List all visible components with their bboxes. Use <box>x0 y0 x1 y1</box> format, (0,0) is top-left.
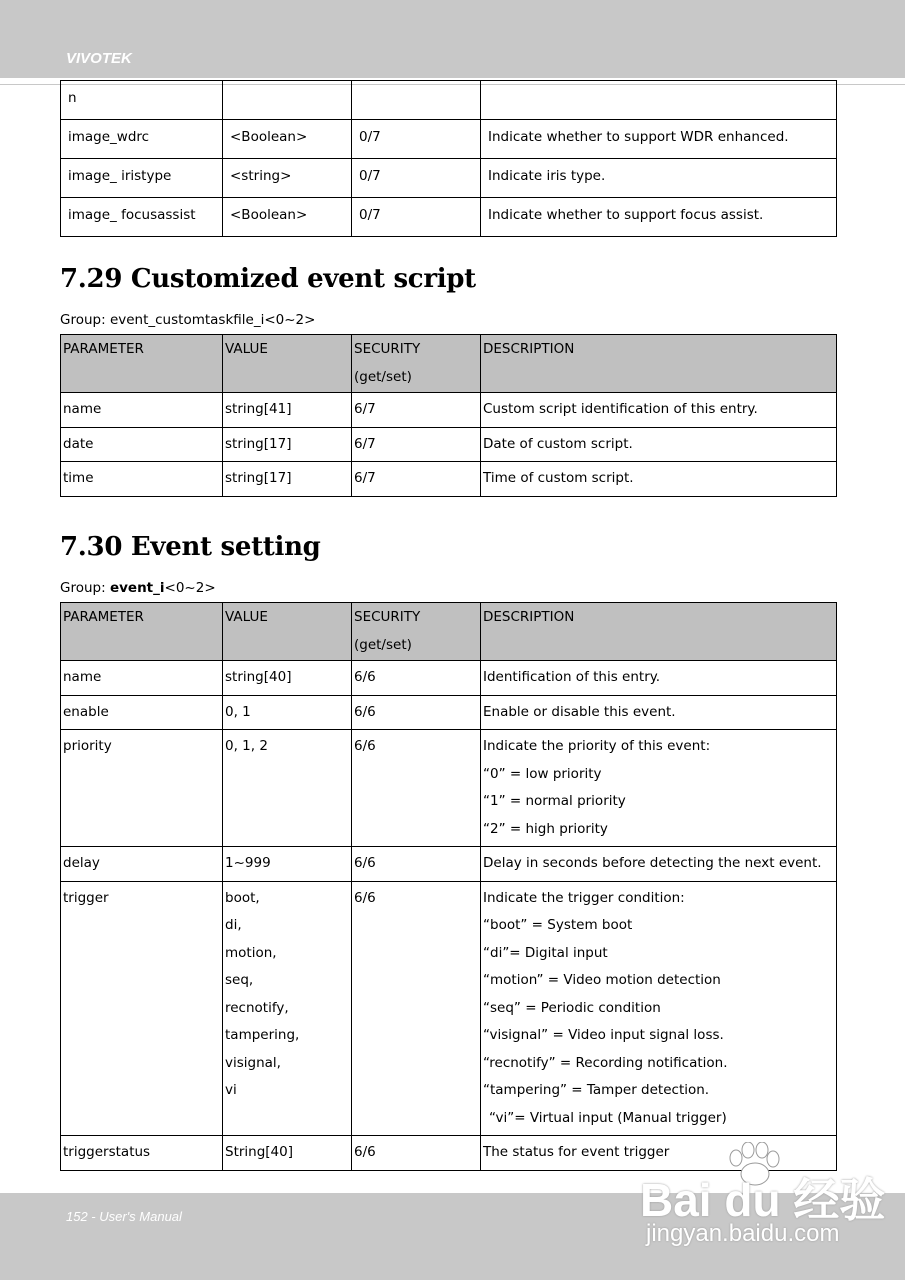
table-row <box>61 159 837 198</box>
security-cell: 0/7 <box>352 198 481 237</box>
page-header <box>0 0 905 78</box>
security-cell: 6/6 <box>352 695 481 730</box>
value-line: 1~999 <box>225 855 271 871</box>
param-cell: date <box>61 427 223 462</box>
param-cell: name <box>61 393 223 428</box>
group-name: event_i <box>109 580 165 596</box>
table-row <box>61 730 837 847</box>
value-line: recnotify, <box>225 999 289 1016</box>
description-line: Delay in seconds before detecting the next event. <box>483 855 822 871</box>
description-line: Indicate the priority of this event: <box>483 738 711 754</box>
header-value: VALUE <box>223 335 352 393</box>
value-line: motion, <box>225 944 277 961</box>
param-cell: priority <box>61 730 223 847</box>
value-line: string[40] <box>225 669 292 685</box>
description-cell <box>481 695 837 730</box>
value-cell <box>223 695 352 730</box>
value-cell <box>223 730 352 847</box>
description-cell: Time of custom script. <box>481 462 837 497</box>
value-cell: string[17] <box>223 462 352 497</box>
header-description: DESCRIPTION <box>481 603 837 661</box>
description-cell <box>481 881 837 1136</box>
description-line: “visignal” = Video input signal loss. <box>483 1027 724 1043</box>
description-line: “vi”= Virtual input (Manual trigger) <box>489 1109 727 1126</box>
security-cell: 0/7 <box>352 120 481 159</box>
value-cell: <Boolean> <box>223 198 352 237</box>
security-cell: 6/6 <box>352 1136 481 1171</box>
description-line: Indicate the trigger condition: <box>483 889 685 906</box>
value-cell <box>223 881 352 1136</box>
param-cell: image_ focusassist <box>61 198 223 237</box>
security-cell: 6/7 <box>352 427 481 462</box>
section-title-customized-event-script: 7.29 Customized event script <box>60 264 476 294</box>
value-cell <box>223 81 352 120</box>
description-line: “motion” = Video motion detection <box>483 972 721 988</box>
table-row <box>61 427 837 462</box>
baidu-watermark <box>640 1142 886 1252</box>
security-cell: 6/6 <box>352 661 481 696</box>
description-cell <box>481 81 837 120</box>
description-line: “1” = normal priority <box>483 793 626 809</box>
value-line: di, <box>225 917 242 933</box>
customized-event-script-table <box>60 334 837 497</box>
table-row <box>61 81 837 120</box>
description-cell <box>481 661 837 696</box>
param-cell: enable <box>61 695 223 730</box>
security-cell: 6/6 <box>352 881 481 1136</box>
header-parameter: PARAMETER <box>61 335 223 393</box>
description-line: “di”= Digital input <box>483 944 608 961</box>
table-row <box>61 198 837 237</box>
value-line: String[40] <box>225 1144 294 1160</box>
security-cell <box>352 81 481 120</box>
description-cell: Date of custom script. <box>481 427 837 462</box>
description-cell <box>481 847 837 882</box>
param-cell: triggerstatus <box>61 1136 223 1171</box>
description-line: Enable or disable this event. <box>483 703 676 720</box>
security-cell: 6/7 <box>352 393 481 428</box>
value-line: boot, <box>225 889 260 906</box>
value-line: 0, 1 <box>225 703 251 720</box>
param-cell: time <box>61 462 223 497</box>
description-line: The status for event trigger <box>483 1144 670 1160</box>
header-security-label: SECURITY <box>354 341 421 357</box>
value-cell: string[41] <box>223 393 352 428</box>
description-line: “2” = high priority <box>483 820 608 837</box>
value-line: 0, 1, 2 <box>225 738 268 754</box>
value-line: visignal, <box>225 1054 281 1071</box>
table-row <box>61 695 837 730</box>
table-row <box>61 393 837 428</box>
param-cell: delay <box>61 847 223 882</box>
header-parameter: PARAMETER <box>61 603 223 661</box>
param-cell: image_wdrc <box>61 120 223 159</box>
watermark-url: jingyan.baidu.com <box>646 1220 840 1247</box>
header-description: DESCRIPTION <box>481 335 837 393</box>
security-cell: 6/6 <box>352 730 481 847</box>
value-line: tampering, <box>225 1027 300 1043</box>
section-title-event-setting: 7.30 Event setting <box>60 532 321 562</box>
description-line: “tampering” = Tamper detection. <box>483 1082 710 1098</box>
description-line: “seq” = Periodic condition <box>483 999 661 1016</box>
value-cell <box>223 847 352 882</box>
security-cell: 6/7 <box>352 462 481 497</box>
param-cell: n <box>61 81 223 120</box>
header-security-sub: (get/set) <box>354 636 412 653</box>
value-line: seq, <box>225 972 254 988</box>
group-suffix: <0~2> <box>164 580 216 596</box>
header-security-sub: (get/set) <box>354 368 412 385</box>
group-label-customtaskfile: Group: event_customtaskfile_i<0~2> <box>60 312 316 328</box>
description-line: “0” = low priority <box>483 765 602 782</box>
param-cell: trigger <box>61 881 223 1136</box>
table-row <box>61 462 837 497</box>
group-prefix: Group: <box>60 580 110 596</box>
description-line: “recnotify” = Recording notification. <box>483 1054 728 1071</box>
value-line: vi <box>225 1082 237 1098</box>
value-cell: <string> <box>223 159 352 198</box>
param-cell: name <box>61 661 223 696</box>
description-cell: Indicate whether to support focus assist. <box>481 198 837 237</box>
security-cell: 0/7 <box>352 159 481 198</box>
param-cell: image_ iristype <box>61 159 223 198</box>
table-row <box>61 120 837 159</box>
table-row <box>61 881 837 1136</box>
header-security <box>352 603 481 661</box>
value-cell <box>223 1136 352 1171</box>
header-security-label: SECURITY <box>354 609 421 625</box>
table-row <box>61 661 837 696</box>
table-header-row <box>61 335 837 393</box>
watermark-logo-text: Bai du 经验 <box>640 1174 886 1226</box>
security-cell: 6/6 <box>352 847 481 882</box>
value-cell: <Boolean> <box>223 120 352 159</box>
header-value: VALUE <box>223 603 352 661</box>
description-cell: Indicate iris type. <box>481 159 837 198</box>
description-cell <box>481 730 837 847</box>
description-cell: Custom script identification of this entry. <box>481 393 837 428</box>
event-setting-table <box>60 602 837 1171</box>
page-number: 152 - User's Manual <box>66 1209 182 1224</box>
continued-parameter-table <box>60 80 837 237</box>
value-cell: string[17] <box>223 427 352 462</box>
description-line: “boot” = System boot <box>483 917 633 933</box>
header-security <box>352 335 481 393</box>
description-cell: Indicate whether to support WDR enhanced. <box>481 120 837 159</box>
table-header-row <box>61 603 837 661</box>
table-row <box>61 847 837 882</box>
group-label-event <box>60 580 216 596</box>
value-cell <box>223 661 352 696</box>
description-line: Identification of this entry. <box>483 669 661 685</box>
brand-logo-text: VIVOTEK <box>66 50 132 67</box>
